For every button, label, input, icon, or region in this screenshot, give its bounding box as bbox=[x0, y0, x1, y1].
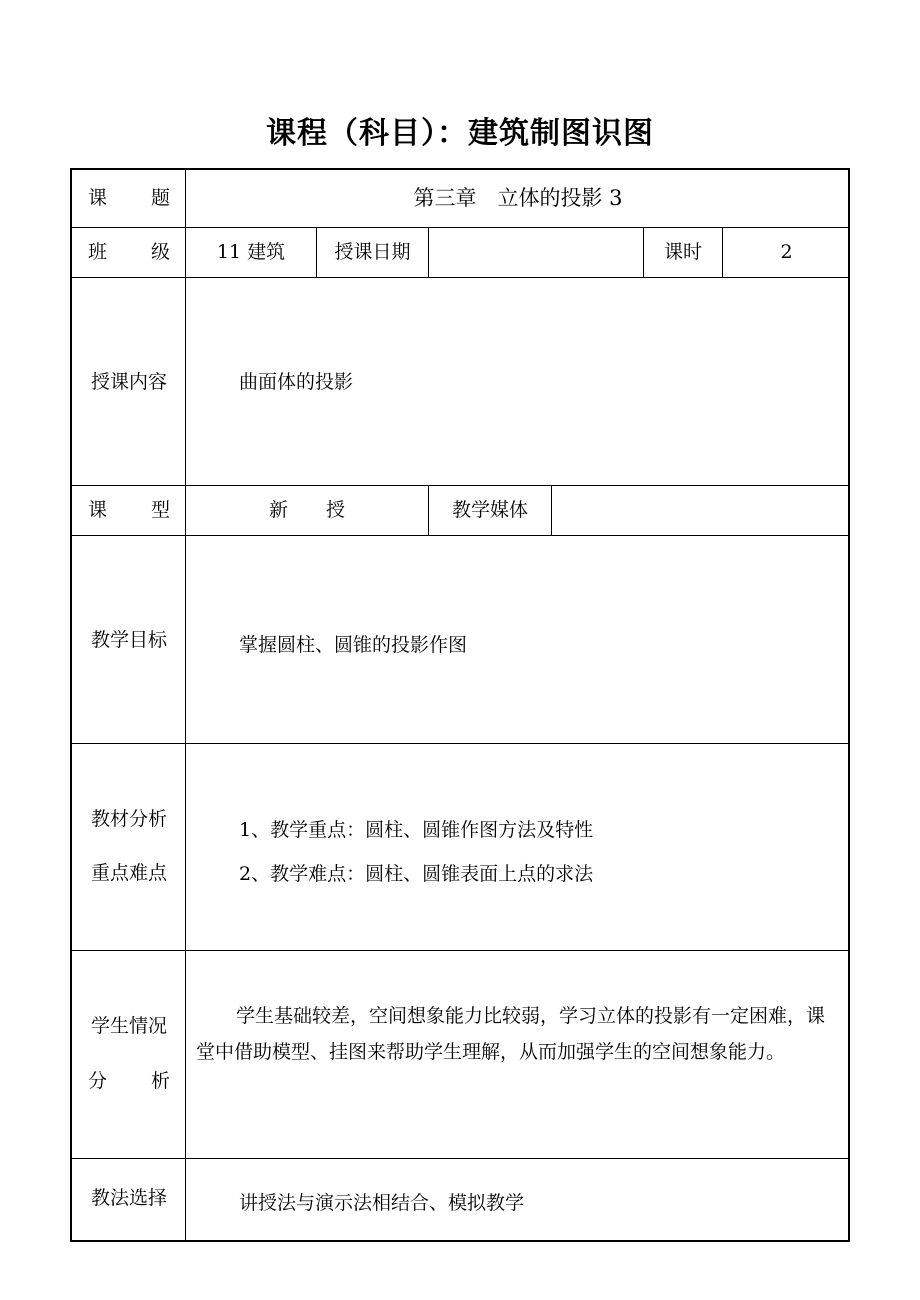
col-divider bbox=[428, 227, 429, 277]
analysis-label-line2: 重点难点 bbox=[90, 862, 167, 884]
analysis-point-1: 1、教学重点：圆柱、圆锥作图方法及特性 bbox=[239, 819, 594, 841]
students-label-char: 分 bbox=[88, 1070, 108, 1092]
students-label-char: 析 bbox=[150, 1070, 170, 1092]
row-divider bbox=[70, 485, 850, 486]
topic-value: 第三章 立体的投影 3 bbox=[413, 186, 623, 210]
class-label-char: 级 bbox=[150, 241, 170, 263]
type-value bbox=[186, 501, 428, 520]
type-value-char: 新 bbox=[268, 499, 288, 521]
students-label-line2 bbox=[72, 1072, 186, 1091]
hours-label: 课时 bbox=[663, 241, 702, 263]
goal-label: 教学目标 bbox=[90, 629, 167, 651]
page-title: 课程（科目）：建筑制图识图 bbox=[266, 116, 654, 151]
topic-label-char: 课 bbox=[88, 187, 108, 209]
method-value: 讲授法与演示法相结合、模拟教学 bbox=[239, 1192, 525, 1214]
content-value: 曲面体的投影 bbox=[239, 371, 354, 393]
row-divider bbox=[70, 743, 850, 744]
content-label: 授课内容 bbox=[90, 371, 167, 393]
hours-value: 2 bbox=[780, 241, 793, 263]
topic-label-char: 题 bbox=[150, 187, 170, 209]
type-label-char: 课 bbox=[88, 499, 108, 521]
analysis-point-2: 2、教学难点：圆柱、圆锥表面上点的求法 bbox=[239, 863, 594, 885]
media-label: 教学媒体 bbox=[451, 499, 528, 521]
row-divider bbox=[70, 1158, 850, 1159]
analysis-label-line1: 教材分析 bbox=[90, 808, 167, 830]
class-label bbox=[72, 243, 186, 262]
type-label bbox=[72, 501, 186, 520]
students-label-line1: 学生情况 bbox=[90, 1015, 167, 1037]
class-label-char: 班 bbox=[88, 241, 108, 263]
class-value: 11 建筑 bbox=[216, 241, 286, 263]
lesson-plan-table bbox=[70, 168, 850, 1242]
col-divider bbox=[551, 485, 552, 535]
type-label-char: 型 bbox=[150, 499, 170, 521]
date-label: 授课日期 bbox=[334, 241, 411, 263]
row-divider bbox=[70, 277, 850, 278]
topic-label bbox=[72, 189, 186, 208]
row-divider bbox=[70, 950, 850, 951]
row-divider bbox=[70, 227, 850, 228]
goal-value: 掌握圆柱、圆锥的投影作图 bbox=[239, 634, 468, 656]
method-label: 教法选择 bbox=[90, 1187, 167, 1209]
row-divider bbox=[70, 535, 850, 536]
students-analysis-text: 学生基础较差，空间想象能力比较弱，学习立体的投影有一定困难，课堂中借助模型、挂图来帮助学生理解，从而加强学生的空间想象能力。 bbox=[196, 1005, 826, 1063]
type-value-char: 授 bbox=[326, 499, 346, 521]
